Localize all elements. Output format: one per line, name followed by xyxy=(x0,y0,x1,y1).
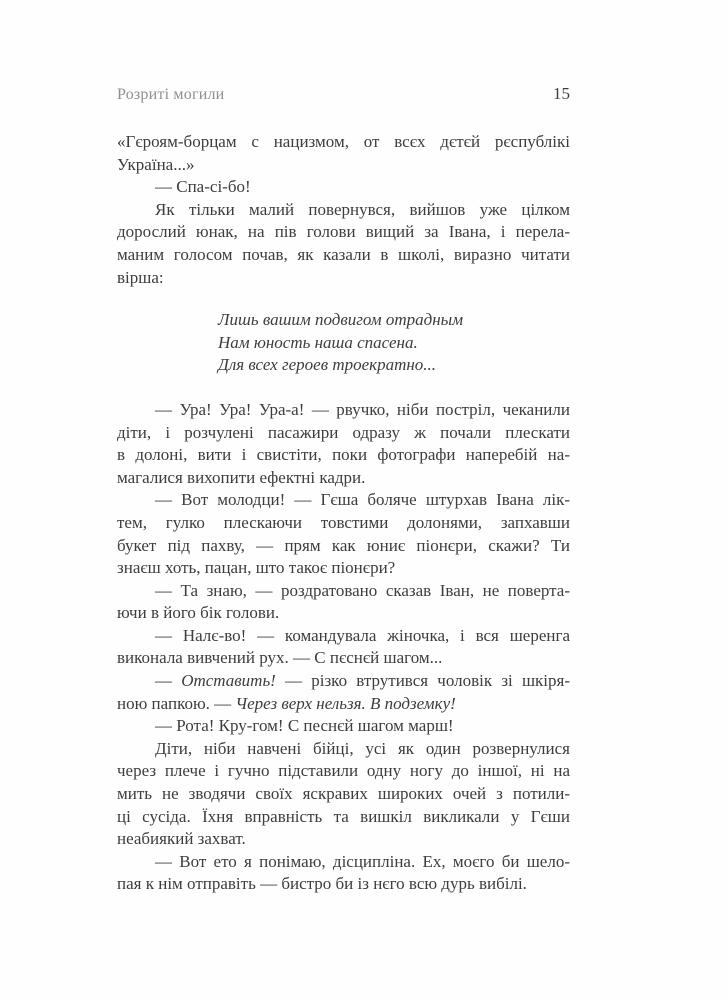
text-segment: — Ура! Ура! Ура-а! — рвучко, ніби постріл, чеканили xyxy=(155,399,570,419)
text-body xyxy=(117,131,570,896)
text-segment: ючи в його бік голови. xyxy=(117,603,280,623)
text-line xyxy=(117,557,570,580)
text-line xyxy=(117,267,570,290)
text-line xyxy=(117,535,570,558)
text-line xyxy=(117,738,570,761)
text-segment: через плече і гучно підставили одну ногу до іншої, ні на xyxy=(117,761,570,781)
text-line xyxy=(117,199,570,222)
italic-segment: Через верх нельзя. В подземку! xyxy=(235,693,456,713)
paragraph xyxy=(117,851,570,896)
text-line xyxy=(117,512,570,535)
text-line xyxy=(117,647,570,670)
text-line xyxy=(117,625,570,648)
text-segment: Лишь вашим подвигом отрадным xyxy=(218,310,464,330)
text-line xyxy=(117,580,570,603)
paragraph xyxy=(117,199,570,289)
text-segment: — Вот молодци! — Гєша боляче штурхав Івана лік- xyxy=(155,490,570,510)
text-line xyxy=(117,221,570,244)
italic-segment: Отставить! xyxy=(181,671,276,691)
text-line xyxy=(117,783,570,806)
text-segment: «Гєроям-борцам с нацизмом, от всєх дєтєй рєспублікі xyxy=(117,132,570,151)
text-line xyxy=(117,806,570,829)
text-segment: — Налє-во! — командувала жіночка, і вся шеренга xyxy=(155,625,570,645)
paragraph xyxy=(117,489,570,579)
text-segment: Україна...» xyxy=(117,154,195,174)
text-line xyxy=(117,873,570,896)
text-segment: Для всех героев троекратно... xyxy=(218,355,437,375)
text-line xyxy=(117,399,570,422)
text-line xyxy=(117,131,570,154)
text-segment: вірша: xyxy=(117,267,164,287)
text-segment: маним голосом почав, як казали в школі, виразно читати xyxy=(117,244,570,264)
text-segment: — Рота! Кру-гом! С песнєй шагом марш! xyxy=(155,716,454,736)
text-line xyxy=(117,851,570,874)
text-segment: Нам юность наша спасена. xyxy=(218,332,418,352)
paragraph xyxy=(117,399,570,489)
text-segment: пая к нім отправіть — бистро би із нєго всю дурь вибілі. xyxy=(117,874,527,894)
running-head xyxy=(117,84,570,104)
text-line xyxy=(117,244,570,267)
text-line xyxy=(117,715,570,738)
text-line xyxy=(117,176,570,199)
page-number: 15 xyxy=(553,84,570,103)
paragraph xyxy=(117,715,570,738)
verse-block xyxy=(218,309,570,377)
text-segment: діти, і розчулені пасажири одразу ж почали плескати xyxy=(117,422,570,442)
paragraph xyxy=(117,670,570,715)
text-segment: букет під пахву, — прям как юниє піонєри, скажи? Ти xyxy=(117,535,570,555)
text-segment: в долоні, вити і свистіти, поки фотографи наперебій на- xyxy=(117,445,570,465)
verse-line xyxy=(218,332,570,355)
text-segment: знаєш хоть, пацан, што такоє піонєри? xyxy=(117,558,396,578)
text-line xyxy=(117,602,570,625)
text-line xyxy=(117,489,570,512)
text-segment: Як тільки малий повернувся, вийшов уже цілком xyxy=(155,199,570,219)
text-line xyxy=(117,467,570,490)
text-segment: тем, гулко плескаючи товстими долонями, запхавши xyxy=(117,512,570,532)
paragraph xyxy=(117,625,570,670)
paragraph xyxy=(117,738,570,851)
text-segment: — різко втрутився чоловік зі шкіря- xyxy=(275,671,571,691)
verse-line xyxy=(218,354,570,377)
text-segment: неабиякий захват. xyxy=(117,829,246,849)
paragraph xyxy=(117,580,570,625)
text-segment: — Спа-сі-бо! xyxy=(155,177,251,197)
paragraph xyxy=(117,176,570,199)
text-segment: мить не зводячи своїх яскравих широких очей з потили- xyxy=(117,784,570,804)
text-line xyxy=(117,154,570,177)
text-segment: — xyxy=(155,671,182,691)
text-line xyxy=(117,444,570,467)
text-segment: — Та знаю, — роздратовано сказав Іван, не поверта- xyxy=(155,580,570,600)
text-segment: ною папкою. — xyxy=(117,693,236,713)
text-segment: дорослий юнак, на пів голови вищий за Івана, і перела- xyxy=(117,222,570,242)
text-segment: магалися вихопити ефектні кадри. xyxy=(117,467,366,487)
running-title: Розриті могили xyxy=(117,86,225,103)
paragraph xyxy=(117,131,570,176)
text-line xyxy=(117,828,570,851)
text-line xyxy=(117,670,570,693)
text-segment: виконала вивчений рух. — С пєснєй шагом... xyxy=(117,648,443,668)
text-segment: Діти, ніби навчені бійці, усі як один розвернулися xyxy=(155,738,570,758)
text-segment: — Вот ето я понімаю, дісципліна. Ех, моєго би шело- xyxy=(155,851,570,871)
text-line xyxy=(117,422,570,445)
text-line xyxy=(117,760,570,783)
text-line xyxy=(117,693,570,716)
text-segment: ці сусіда. Їхня вправність та вишкіл викликали у Гєши xyxy=(117,806,570,826)
verse-line xyxy=(218,309,570,332)
